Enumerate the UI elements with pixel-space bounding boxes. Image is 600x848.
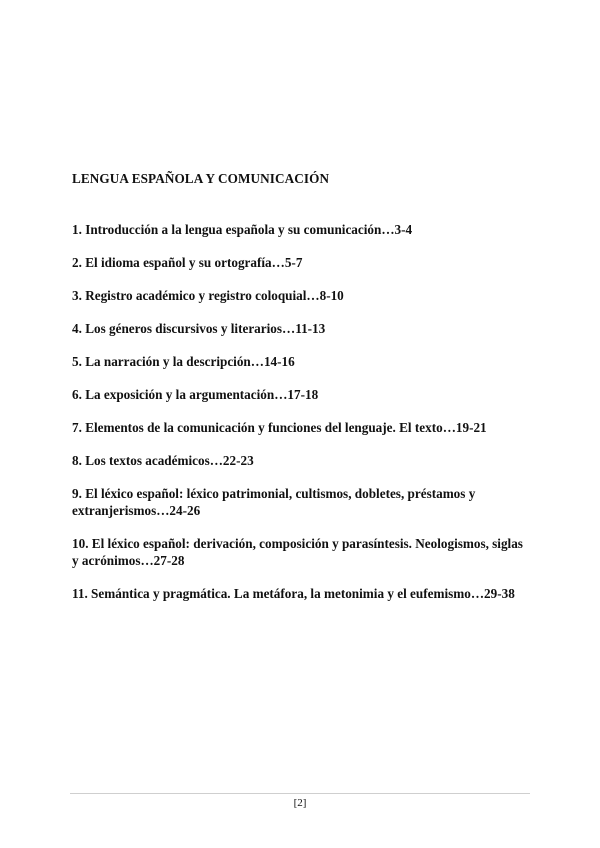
toc-entry-3: 3. Registro académico y registro coloquial…8-10 (72, 288, 344, 303)
toc-entry-4: 4. Los géneros discursivos y literarios…11-13 (72, 321, 326, 336)
footer-divider (70, 793, 530, 794)
toc-entry-8: 8. Los textos académicos…22-23 (72, 453, 254, 468)
toc-entry-2: 2. El idioma español y su ortografía…5-7 (72, 255, 303, 270)
table-of-contents (72, 221, 532, 618)
toc-entry-5: 5. La narración y la descripción…14-16 (72, 354, 295, 369)
toc-entry-6: 6. La exposición y la argumentación…17-18 (72, 387, 319, 402)
toc-entry-10: 10. El léxico español: derivación, composición y parasíntesis. Neologismos, siglas y acrónimos…27-28 (72, 536, 523, 568)
toc-entry-11: 11. Semántica y pragmática. La metáfora, la metonimia y el eufemismo…29-38 (72, 586, 515, 601)
document-title: LENGUA ESPAÑOLA Y COMUNICACIÓN (72, 171, 330, 186)
page-number: [2] (293, 797, 307, 809)
toc-entry-1: 1. Introducción a la lengua española y su comunicación…3-4 (72, 222, 413, 237)
toc-entry-9: 9. El léxico español: léxico patrimonial, cultismos, dobletes, préstamos y extranjerismos…24-26 (72, 486, 476, 518)
toc-entry-7: 7. Elementos de la comunicación y funciones del lenguaje. El texto…19-21 (72, 420, 487, 435)
